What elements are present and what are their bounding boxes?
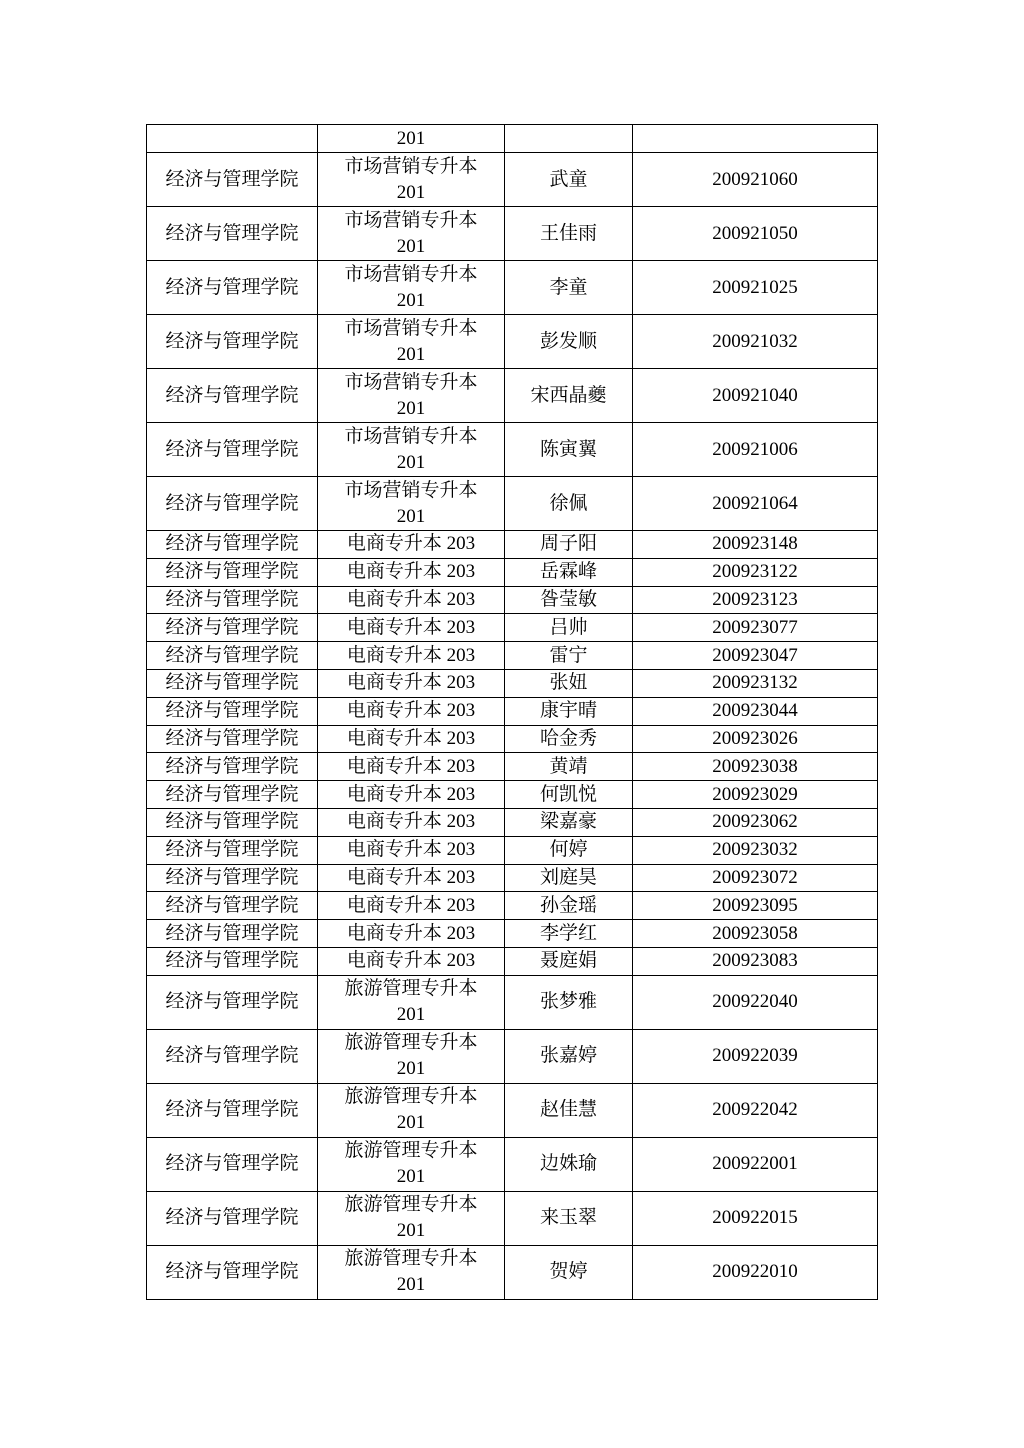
class-line: 201 [396, 451, 426, 473]
class-cell [318, 697, 505, 725]
class-line: 电商专升本 203 [346, 894, 476, 916]
class-cell [318, 920, 505, 948]
college-cell: 经济与管理学院 [147, 920, 318, 948]
class-cell [318, 892, 505, 920]
college-cell: 经济与管理学院 [147, 642, 318, 670]
table-row [147, 1245, 878, 1299]
student-name-cell [505, 125, 633, 153]
class-line: 电商专升本 203 [346, 839, 476, 861]
student-name-cell: 孙金瑶 [505, 892, 633, 920]
class-cell [318, 369, 505, 423]
table-row [147, 207, 878, 261]
class-cell [318, 642, 505, 670]
class-line: 电商专升本 203 [346, 561, 476, 583]
student-id-cell: 200923058 [633, 920, 878, 948]
class-line: 旅游管理专升本 [344, 1248, 478, 1270]
student-id-cell: 200921025 [633, 261, 878, 315]
table-row [147, 1083, 878, 1137]
class-line: 201 [396, 235, 426, 257]
student-name-cell: 岳霖峰 [505, 558, 633, 586]
student-id-cell: 200922015 [633, 1191, 878, 1245]
student-id-cell: 200923095 [633, 892, 878, 920]
student-id-cell: 200922010 [633, 1245, 878, 1299]
student-name-cell: 梁嘉豪 [505, 808, 633, 836]
class-cell [318, 864, 505, 892]
student-id-cell [633, 125, 878, 153]
student-name-cell: 昝莹敏 [505, 586, 633, 614]
class-line: 市场营销专升本 [344, 155, 478, 177]
student-name-cell: 武童 [505, 153, 633, 207]
student-name-cell: 雷宁 [505, 642, 633, 670]
class-cell [318, 836, 505, 864]
class-cell [318, 1083, 505, 1137]
class-line: 市场营销专升本 [344, 371, 478, 393]
college-cell: 经济与管理学院 [147, 1245, 318, 1299]
student-id-cell: 200921040 [633, 369, 878, 423]
class-line: 电商专升本 203 [346, 866, 476, 888]
college-cell: 经济与管理学院 [147, 669, 318, 697]
college-cell: 经济与管理学院 [147, 614, 318, 642]
student-name-cell: 李童 [505, 261, 633, 315]
college-cell: 经济与管理学院 [147, 975, 318, 1029]
student-name-cell: 黄靖 [505, 753, 633, 781]
class-line: 电商专升本 203 [346, 922, 476, 944]
college-cell: 经济与管理学院 [147, 808, 318, 836]
student-id-cell: 200923072 [633, 864, 878, 892]
student-name-cell: 宋西晶夔 [505, 369, 633, 423]
college-cell [147, 125, 318, 153]
student-id-cell: 200922001 [633, 1137, 878, 1191]
class-line: 201 [396, 181, 426, 203]
class-line: 电商专升本 203 [346, 700, 476, 722]
student-name-cell: 刘庭昊 [505, 864, 633, 892]
class-cell [318, 586, 505, 614]
table-row [147, 1191, 878, 1245]
student-id-cell: 200923083 [633, 947, 878, 975]
class-cell [318, 261, 505, 315]
class-line: 201 [396, 1274, 426, 1296]
class-cell [318, 781, 505, 809]
college-cell: 经济与管理学院 [147, 947, 318, 975]
student-name-cell: 张嘉婷 [505, 1029, 633, 1083]
table-row [147, 808, 878, 836]
student-id-cell: 200921032 [633, 315, 878, 369]
college-cell: 经济与管理学院 [147, 892, 318, 920]
table-row [147, 892, 878, 920]
table-row [147, 558, 878, 586]
class-line: 201 [396, 397, 426, 419]
class-line: 电商专升本 203 [346, 533, 476, 555]
class-cell [318, 1245, 505, 1299]
class-line: 电商专升本 203 [346, 616, 476, 638]
college-cell: 经济与管理学院 [147, 781, 318, 809]
class-line: 电商专升本 203 [346, 672, 476, 694]
class-cell [318, 315, 505, 369]
table-row [147, 642, 878, 670]
student-id-cell: 200923077 [633, 614, 878, 642]
student-name-cell: 张梦雅 [505, 975, 633, 1029]
class-line: 201 [396, 505, 426, 527]
student-id-cell: 200923122 [633, 558, 878, 586]
class-line: 201 [396, 1058, 426, 1080]
student-id-cell: 200922040 [633, 975, 878, 1029]
student-name-cell: 彭发顺 [505, 315, 633, 369]
class-cell [318, 614, 505, 642]
college-cell: 经济与管理学院 [147, 477, 318, 531]
student-id-cell: 200921006 [633, 423, 878, 477]
table-row [147, 477, 878, 531]
student-id-cell: 200923047 [633, 642, 878, 670]
class-cell [318, 207, 505, 261]
class-line: 旅游管理专升本 [344, 1140, 478, 1162]
class-cell [318, 975, 505, 1029]
table-row [147, 125, 878, 153]
student-name-cell: 陈寅翼 [505, 423, 633, 477]
student-name-cell: 康宇晴 [505, 697, 633, 725]
student-id-cell: 200923044 [633, 697, 878, 725]
class-cell [318, 947, 505, 975]
student-id-cell: 200921060 [633, 153, 878, 207]
class-line: 旅游管理专升本 [344, 1194, 478, 1216]
class-line: 201 [396, 127, 426, 149]
class-line: 旅游管理专升本 [344, 1086, 478, 1108]
table-row [147, 669, 878, 697]
table-row [147, 920, 878, 948]
class-line: 市场营销专升本 [344, 209, 478, 231]
table-row [147, 781, 878, 809]
college-cell: 经济与管理学院 [147, 864, 318, 892]
college-cell: 经济与管理学院 [147, 836, 318, 864]
class-cell [318, 477, 505, 531]
class-line: 电商专升本 203 [346, 588, 476, 610]
student-name-cell: 何婷 [505, 836, 633, 864]
college-cell: 经济与管理学院 [147, 531, 318, 559]
student-id-cell: 200921064 [633, 477, 878, 531]
college-cell: 经济与管理学院 [147, 725, 318, 753]
class-line: 201 [396, 1004, 426, 1026]
student-name-cell: 聂庭娟 [505, 947, 633, 975]
college-cell: 经济与管理学院 [147, 1083, 318, 1137]
table-row [147, 531, 878, 559]
table-row [147, 864, 878, 892]
class-line: 电商专升本 203 [346, 783, 476, 805]
student-name-cell: 王佳雨 [505, 207, 633, 261]
table-row [147, 836, 878, 864]
class-cell [318, 125, 505, 153]
class-line: 市场营销专升本 [344, 425, 478, 447]
class-cell [318, 1029, 505, 1083]
table-row [147, 1137, 878, 1191]
college-cell: 经济与管理学院 [147, 1191, 318, 1245]
student-id-cell: 200923026 [633, 725, 878, 753]
college-cell: 经济与管理学院 [147, 315, 318, 369]
college-cell: 经济与管理学院 [147, 558, 318, 586]
student-name-cell: 张妞 [505, 669, 633, 697]
class-cell [318, 725, 505, 753]
table-row [147, 315, 878, 369]
student-id-cell: 200921050 [633, 207, 878, 261]
class-line: 旅游管理专升本 [344, 1032, 478, 1054]
class-cell [318, 153, 505, 207]
class-cell [318, 1191, 505, 1245]
college-cell: 经济与管理学院 [147, 369, 318, 423]
college-cell: 经济与管理学院 [147, 261, 318, 315]
student-name-cell: 边姝瑜 [505, 1137, 633, 1191]
table-row [147, 153, 878, 207]
class-line: 市场营销专升本 [344, 263, 478, 285]
class-line: 电商专升本 203 [346, 950, 476, 972]
student-id-cell: 200923123 [633, 586, 878, 614]
class-line: 旅游管理专升本 [344, 978, 478, 1000]
table-row [147, 423, 878, 477]
student-name-cell: 李学红 [505, 920, 633, 948]
class-line: 201 [396, 343, 426, 365]
table-row [147, 261, 878, 315]
student-name-cell: 吕帅 [505, 614, 633, 642]
college-cell: 经济与管理学院 [147, 153, 318, 207]
class-line: 201 [396, 1112, 426, 1134]
student-id-cell: 200923032 [633, 836, 878, 864]
student-id-cell: 200923038 [633, 753, 878, 781]
student-name-cell: 徐佩 [505, 477, 633, 531]
student-name-cell: 赵佳慧 [505, 1083, 633, 1137]
table-row [147, 975, 878, 1029]
student-id-cell: 200923062 [633, 808, 878, 836]
college-cell: 经济与管理学院 [147, 1137, 318, 1191]
college-cell: 经济与管理学院 [147, 207, 318, 261]
student-name-cell: 来玉翠 [505, 1191, 633, 1245]
class-cell [318, 558, 505, 586]
table-row [147, 725, 878, 753]
student-name-cell: 周子阳 [505, 531, 633, 559]
class-cell [318, 1137, 505, 1191]
class-line: 电商专升本 203 [346, 727, 476, 749]
class-line: 市场营销专升本 [344, 317, 478, 339]
student-name-cell: 哈金秀 [505, 725, 633, 753]
student-id-cell: 200922039 [633, 1029, 878, 1083]
student-id-cell: 200923132 [633, 669, 878, 697]
college-cell: 经济与管理学院 [147, 586, 318, 614]
table-row [147, 614, 878, 642]
college-cell: 经济与管理学院 [147, 1029, 318, 1083]
table-row [147, 1029, 878, 1083]
class-cell [318, 669, 505, 697]
class-cell [318, 753, 505, 781]
class-cell [318, 808, 505, 836]
class-line: 电商专升本 203 [346, 644, 476, 666]
table-row [147, 947, 878, 975]
class-line: 电商专升本 203 [346, 811, 476, 833]
class-line: 电商专升本 203 [346, 755, 476, 777]
college-cell: 经济与管理学院 [147, 753, 318, 781]
student-id-cell: 200923148 [633, 531, 878, 559]
college-cell: 经济与管理学院 [147, 423, 318, 477]
class-line: 市场营销专升本 [344, 479, 478, 501]
student-name-cell: 贺婷 [505, 1245, 633, 1299]
table-row [147, 369, 878, 423]
class-line: 201 [396, 1220, 426, 1242]
class-line: 201 [396, 1166, 426, 1188]
college-cell: 经济与管理学院 [147, 697, 318, 725]
class-line: 201 [396, 289, 426, 311]
roster-body [147, 125, 878, 1300]
student-id-cell: 200923029 [633, 781, 878, 809]
table-row [147, 697, 878, 725]
class-cell [318, 531, 505, 559]
table-row [147, 586, 878, 614]
student-name-cell: 何凯悦 [505, 781, 633, 809]
table-row [147, 753, 878, 781]
class-cell [318, 423, 505, 477]
student-roster-table [146, 124, 878, 1300]
student-id-cell: 200922042 [633, 1083, 878, 1137]
